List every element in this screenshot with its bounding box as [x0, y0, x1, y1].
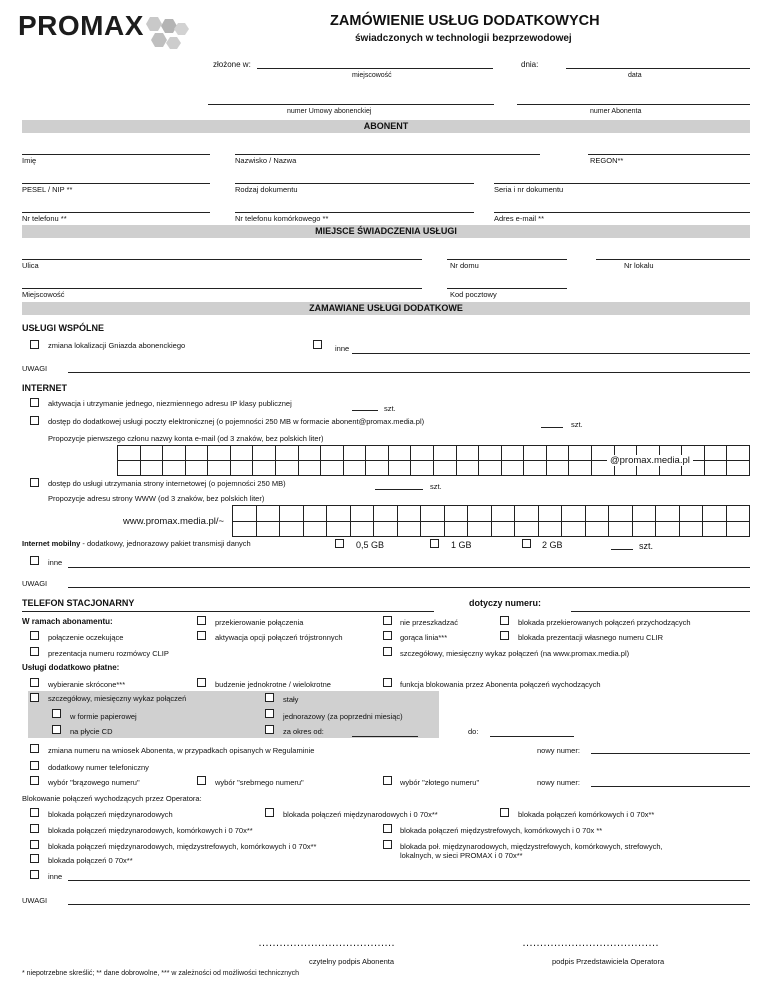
- pesel-label: PESEL / NIP **: [22, 185, 73, 194]
- char-cell[interactable]: [547, 446, 570, 461]
- date-field[interactable]: [566, 68, 750, 69]
- monthly-list-label: szczegółowy, miesięczny wykaz połączeń (na www.promax.media.pl): [400, 649, 630, 658]
- apartment-label: Nr lokalu: [624, 261, 654, 270]
- char-cell[interactable]: [304, 506, 328, 522]
- static-ip-pcs: szt.: [384, 404, 396, 413]
- pkg-1gb-checkbox[interactable]: [430, 539, 439, 548]
- bronze-checkbox[interactable]: [30, 776, 39, 785]
- char-cell[interactable]: [299, 446, 322, 461]
- www-prefix: www.promax.media.pl/~: [123, 516, 225, 527]
- char-cell[interactable]: [515, 506, 539, 522]
- new-number-label: nowy numer:: [537, 746, 580, 755]
- char-cell[interactable]: [705, 461, 728, 476]
- char-cell[interactable]: [609, 506, 633, 522]
- extra-line-label: dodatkowy numer telefoniczny: [48, 763, 149, 772]
- phone-field[interactable]: [22, 212, 210, 213]
- char-cell[interactable]: [492, 522, 516, 538]
- char-cell[interactable]: [163, 461, 186, 476]
- char-cell[interactable]: [727, 506, 751, 522]
- block-intl-mobile-checkbox[interactable]: [30, 824, 39, 833]
- conference-checkbox[interactable]: [197, 631, 206, 640]
- char-cell[interactable]: [327, 522, 351, 538]
- char-cell[interactable]: [186, 446, 209, 461]
- pkg-2gb-checkbox[interactable]: [522, 539, 531, 548]
- char-cell[interactable]: [562, 506, 586, 522]
- block-intl-mobile-label: blokada połączeń międzynarodowych, komórkowych i 0 70x**: [48, 826, 253, 835]
- block-all-label-1: blokada poł. międzynarodowych, międzystrefowych, komórkowych, strefowych,: [400, 842, 663, 851]
- char-cell[interactable]: [389, 446, 412, 461]
- block-intl-long-mobile-checkbox[interactable]: [30, 840, 39, 849]
- char-cell[interactable]: [479, 446, 502, 461]
- place-field[interactable]: [257, 68, 493, 69]
- ordered-section-bar: ZAMAWIANE USŁUGI DODATKOWE: [22, 302, 750, 315]
- char-cell[interactable]: [186, 461, 209, 476]
- char-cell[interactable]: [569, 446, 592, 461]
- internet-title: INTERNET: [22, 383, 67, 393]
- subscriber-block-label: funkcja blokowania przez Abonenta połączeń wychodzących: [400, 680, 601, 689]
- email-label: Adres e-mail **: [494, 214, 545, 223]
- block-mobile-070-label: blokada połączeń komórkowych i 0 70x**: [518, 810, 655, 819]
- char-cell[interactable]: [276, 461, 299, 476]
- permanent-label: stały: [283, 695, 299, 704]
- char-cell[interactable]: [411, 446, 434, 461]
- internet-notes-label: UWAGI: [22, 579, 48, 588]
- char-cell[interactable]: [502, 461, 525, 476]
- last-name-field[interactable]: [235, 154, 540, 155]
- www-qty-field[interactable]: [375, 489, 423, 490]
- forward-label: przekierowanie połączenia: [215, 618, 304, 627]
- char-cell[interactable]: [344, 461, 367, 476]
- city-field[interactable]: [22, 288, 422, 289]
- mobile-internet-label: [22, 539, 251, 548]
- internet-notes-field[interactable]: [68, 587, 750, 588]
- char-cell[interactable]: [253, 461, 276, 476]
- house-field[interactable]: [447, 259, 567, 260]
- block-070-checkbox[interactable]: [30, 854, 39, 863]
- city-label: Miejscowość: [22, 290, 65, 299]
- waiting-label: połączenie oczekujące: [48, 633, 124, 642]
- pkg-qty-field[interactable]: [611, 549, 633, 550]
- first-name-field[interactable]: [22, 154, 210, 155]
- char-cell[interactable]: [656, 506, 680, 522]
- char-cell[interactable]: [492, 506, 516, 522]
- char-cell[interactable]: [727, 446, 750, 461]
- last-name-label: Nazwisko / Nazwa: [235, 156, 297, 165]
- char-cell[interactable]: [434, 446, 457, 461]
- char-cell[interactable]: [398, 522, 422, 538]
- char-cell[interactable]: [304, 522, 328, 538]
- subscriber-signature-field[interactable]: …………………………………: [258, 937, 395, 949]
- phone-concerns-field-2[interactable]: [571, 611, 750, 612]
- phone-notes-field[interactable]: [68, 904, 750, 905]
- hotline-checkbox[interactable]: [383, 631, 392, 640]
- char-cell[interactable]: [374, 506, 398, 522]
- forward-checkbox[interactable]: [197, 616, 206, 625]
- common-other-checkbox[interactable]: [313, 340, 322, 349]
- char-cell[interactable]: [434, 461, 457, 476]
- block-intl-070-label: blokada połączeń międzynarodowych i 0 70x**: [283, 810, 438, 819]
- char-cell[interactable]: [445, 522, 469, 538]
- pkg-05gb-checkbox[interactable]: [335, 539, 344, 548]
- silver-label: wybór "srebrnego numeru": [215, 778, 304, 787]
- char-cell[interactable]: [233, 506, 257, 522]
- char-cell[interactable]: [280, 506, 304, 522]
- permanent-checkbox[interactable]: [265, 693, 274, 702]
- clir-label: blokada prezentacji własnego numeru CLIR: [518, 633, 664, 642]
- char-cell[interactable]: [280, 522, 304, 538]
- place-caption: miejscowość: [352, 72, 392, 79]
- block-forward-checkbox[interactable]: [500, 616, 509, 625]
- char-cell[interactable]: [457, 461, 480, 476]
- char-cell[interactable]: [208, 446, 231, 461]
- email-field[interactable]: [494, 212, 750, 213]
- char-cell[interactable]: [257, 506, 281, 522]
- paper-checkbox[interactable]: [52, 709, 61, 718]
- conference-label: aktywacja opcji połączeń trójstronnych: [215, 633, 343, 642]
- extra-line-checkbox[interactable]: [30, 761, 39, 770]
- street-label: Ulica: [22, 261, 39, 270]
- paper-label: w formie papierowej: [70, 712, 137, 721]
- new-number-field[interactable]: [591, 753, 750, 754]
- regon-field[interactable]: [588, 154, 750, 155]
- www-char-grid[interactable]: [232, 505, 750, 537]
- clip-label: prezentacja numeru rozmówcy CLIP: [48, 649, 169, 658]
- char-cell[interactable]: [208, 461, 231, 476]
- char-cell[interactable]: [257, 522, 281, 538]
- doc-type-label: Rodzaj dokumentu: [235, 185, 298, 194]
- char-cell[interactable]: [366, 461, 389, 476]
- char-cell[interactable]: [321, 461, 344, 476]
- char-cell[interactable]: [421, 506, 445, 522]
- char-cell[interactable]: [457, 446, 480, 461]
- gold-checkbox[interactable]: [383, 776, 392, 785]
- www-prompt: Propozycje adresu strony WWW (od 3 znaków, bez polskich liter): [48, 494, 265, 503]
- phone-title: TELEFON STACJONARNY: [22, 598, 135, 608]
- char-cell[interactable]: [479, 461, 502, 476]
- cd-checkbox[interactable]: [52, 725, 61, 734]
- house-label: Nr domu: [450, 261, 479, 270]
- apartment-field[interactable]: [596, 259, 750, 260]
- clip-checkbox[interactable]: [30, 647, 39, 656]
- block-all-label-2: lokalnych, w sieci PROMAX i 0 70x**: [400, 851, 523, 860]
- common-title: USŁUGI WSPÓLNE: [22, 323, 105, 333]
- static-ip-qty-field[interactable]: [352, 410, 378, 411]
- char-cell[interactable]: [569, 461, 592, 476]
- no-disturb-checkbox[interactable]: [383, 616, 392, 625]
- period-to-field[interactable]: [490, 736, 574, 737]
- char-cell[interactable]: [321, 446, 344, 461]
- hotline-label: gorąca linia***: [400, 633, 448, 642]
- relocation-label: zmiana lokalizacji Gniazda abonenckiego: [48, 341, 186, 350]
- char-cell[interactable]: [680, 522, 704, 538]
- www-label: dostęp do usługi utrzymania strony internetowej (o pojemności 250 MB): [48, 479, 286, 488]
- phone-concerns-label: dotyczy numeru:: [469, 598, 542, 608]
- char-cell[interactable]: [351, 522, 375, 538]
- period-checkbox[interactable]: [265, 725, 274, 734]
- block-intl-label: blokada połączeń międzynarodowych: [48, 810, 173, 819]
- char-cell[interactable]: [539, 506, 563, 522]
- block-070-label: blokada połączeń 0 70x**: [48, 856, 133, 865]
- char-cell[interactable]: [421, 522, 445, 538]
- postcode-label: Kod pocztowy: [450, 290, 497, 299]
- char-cell[interactable]: [539, 522, 563, 538]
- operator-signature-field[interactable]: …………………………………: [522, 937, 659, 949]
- char-cell[interactable]: [366, 446, 389, 461]
- common-other-field[interactable]: [352, 353, 750, 354]
- char-cell[interactable]: [524, 461, 547, 476]
- block-long-mobile-label: blokada połączeń międzystrefowych, komórkowych i 0 70x **: [400, 826, 603, 835]
- number-change-label: zmiana numeru na wniosek Abonenta, w przypadkach opisanych w Regulaminie: [48, 746, 315, 755]
- block-intl-long-mobile-label: blokada połączeń międzynarodowych, międzystrefowych, komórkowych i 0 70x**: [48, 842, 317, 851]
- contract-caption: numer Umowy abonenckiej: [287, 108, 372, 115]
- char-cell[interactable]: [586, 522, 610, 538]
- subscriber-signature-caption: czytelny podpis Abonenta: [309, 957, 395, 966]
- char-cell[interactable]: [299, 461, 322, 476]
- block-mobile-070-checkbox[interactable]: [500, 808, 509, 817]
- alarm-checkbox[interactable]: [197, 678, 206, 687]
- char-cell[interactable]: [118, 446, 141, 461]
- char-cell[interactable]: [344, 446, 367, 461]
- char-cell[interactable]: [231, 461, 254, 476]
- date-prefix: dnia:: [521, 60, 539, 69]
- pkg-05gb-label: 0,5 GB: [356, 540, 385, 550]
- common-other-label: inne: [335, 344, 350, 353]
- phone-other-checkbox[interactable]: [30, 870, 39, 879]
- mobile-internet-bold: Internet mobilny: [22, 539, 81, 548]
- char-cell[interactable]: [411, 461, 434, 476]
- mailbox-label: dostęp do dodatkowej usługi poczty elektronicznej (o pojemności 250 MB w formacie abonent@promax.media.pl): [48, 417, 425, 426]
- form-title: ZAMÓWIENIE USŁUG DODATKOWYCH: [330, 13, 600, 29]
- cd-label: na płycie CD: [70, 727, 113, 736]
- subscriber-number-caption: numer Abonenta: [590, 108, 642, 115]
- block-all-checkbox[interactable]: [383, 840, 392, 849]
- char-cell[interactable]: [253, 446, 276, 461]
- phone-notes-label: UWAGI: [22, 896, 48, 905]
- char-cell[interactable]: [705, 446, 728, 461]
- char-cell[interactable]: [398, 506, 422, 522]
- char-cell[interactable]: [703, 522, 727, 538]
- number-change-checkbox[interactable]: [30, 744, 39, 753]
- block-long-mobile-checkbox[interactable]: [383, 824, 392, 833]
- char-cell[interactable]: [703, 506, 727, 522]
- char-cell[interactable]: [562, 522, 586, 538]
- new-number-label-2: nowy numer:: [537, 778, 580, 787]
- static-ip-checkbox[interactable]: [30, 398, 39, 407]
- location-section-bar: MIEJSCE ŚWIADCZENIA USŁUGI: [22, 225, 750, 238]
- period-to-label: do:: [468, 727, 479, 736]
- common-notes-field[interactable]: [68, 372, 750, 373]
- gold-label: wybór "złotego numeru": [400, 778, 480, 787]
- postcode-field[interactable]: [447, 288, 567, 289]
- subscriber-block-checkbox[interactable]: [383, 678, 392, 687]
- internet-other-checkbox[interactable]: [30, 556, 39, 565]
- logo-text: PROMAX: [18, 10, 144, 41]
- date-caption: data: [628, 72, 642, 79]
- doc-series-label: Seria i nr dokumentu: [494, 185, 564, 194]
- char-cell[interactable]: [163, 446, 186, 461]
- char-cell[interactable]: [633, 522, 657, 538]
- detailed-list-checkbox[interactable]: [30, 693, 39, 702]
- email-prompt: Propozycje pierwszego członu nazwy konta e-mail (od 3 znaków, bez polskich liter): [48, 434, 324, 443]
- mailbox-pcs: szt.: [571, 420, 583, 429]
- silver-checkbox[interactable]: [197, 776, 206, 785]
- regon-label: REGON**: [590, 156, 624, 165]
- phone-other-label: inne: [48, 872, 63, 881]
- static-ip-label: aktywacja i utrzymanie jednego, niezmiennego adresu IP klasy publicznej: [48, 399, 292, 408]
- clir-checkbox[interactable]: [500, 631, 509, 640]
- placed-in-label: złożone w:: [213, 60, 251, 69]
- char-cell[interactable]: [586, 506, 610, 522]
- char-cell[interactable]: [680, 506, 704, 522]
- block-forward-label: blokada przekierowanych połączeń przychodzących: [518, 618, 691, 627]
- char-cell[interactable]: [502, 446, 525, 461]
- phone-label: Nr telefonu **: [22, 214, 67, 223]
- char-cell[interactable]: [547, 461, 570, 476]
- mailbox-checkbox[interactable]: [30, 416, 39, 425]
- char-cell[interactable]: [727, 522, 751, 538]
- paid-title: Usługi dodatkowo płatne:: [22, 663, 120, 672]
- block-intl-070-checkbox[interactable]: [265, 808, 274, 817]
- mobile-internet-rest: - dodatkowy, jednorazowy pakiet transmisji danych: [80, 539, 251, 548]
- relocation-checkbox[interactable]: [30, 340, 39, 349]
- char-cell[interactable]: [515, 522, 539, 538]
- internet-other-label: inne: [48, 558, 63, 567]
- char-cell[interactable]: [468, 522, 492, 538]
- pkg-1gb-label: 1 GB: [451, 540, 472, 550]
- monthly-list-checkbox[interactable]: [383, 647, 392, 656]
- speed-dial-label: wybieranie skrócone***: [48, 680, 126, 689]
- www-checkbox[interactable]: [30, 478, 39, 487]
- phone-concerns-field[interactable]: [22, 611, 434, 612]
- char-cell[interactable]: [656, 522, 680, 538]
- char-cell[interactable]: [609, 522, 633, 538]
- email-domain: @promax.media.pl: [607, 455, 693, 466]
- pkg-pcs: szt.: [639, 541, 654, 551]
- phone-other-field[interactable]: [68, 880, 750, 881]
- common-notes-label: UWAGI: [22, 364, 48, 373]
- logo-hexagons-icon: [140, 16, 192, 54]
- mailbox-qty-field[interactable]: [541, 427, 563, 428]
- new-number-field-2[interactable]: [591, 786, 750, 787]
- footnote: * niepotrzebne skreślić; ** dane dobrowolne, *** w zależności od możliwości technicznych: [22, 970, 300, 977]
- char-cell[interactable]: [231, 446, 254, 461]
- char-cell[interactable]: [389, 461, 412, 476]
- www-pcs: szt.: [430, 482, 442, 491]
- speed-dial-checkbox[interactable]: [30, 678, 39, 687]
- doc-type-field[interactable]: [235, 183, 474, 184]
- char-cell[interactable]: [468, 506, 492, 522]
- char-cell[interactable]: [445, 506, 469, 522]
- char-cell[interactable]: [351, 506, 375, 522]
- period-from-field[interactable]: [352, 736, 418, 737]
- char-cell[interactable]: [276, 446, 299, 461]
- operator-block-title: Blokowanie połączeń wychodzących przez Operatora:: [22, 794, 202, 803]
- char-cell[interactable]: [633, 506, 657, 522]
- subscriber-section-bar: ABONENT: [22, 120, 750, 133]
- first-name-label: Imię: [22, 156, 37, 165]
- period-label: za okres od:: [283, 727, 324, 736]
- char-cell[interactable]: [524, 446, 547, 461]
- subscriber-number-field[interactable]: [517, 104, 750, 105]
- char-cell[interactable]: [374, 522, 398, 538]
- char-cell[interactable]: [141, 461, 164, 476]
- operator-signature-caption: podpis Przedstawiciela Operatora: [552, 957, 665, 966]
- doc-series-field[interactable]: [494, 183, 750, 184]
- no-disturb-label: nie przeszkadzać: [400, 618, 458, 627]
- waiting-checkbox[interactable]: [30, 631, 39, 640]
- mobile-field[interactable]: [235, 212, 474, 213]
- form-subtitle: świadczonych w technologii bezprzewodowej: [355, 33, 572, 44]
- char-cell[interactable]: [233, 522, 257, 538]
- char-cell[interactable]: [118, 461, 141, 476]
- alarm-label: budzenie jednokrotne / wielokrotne: [215, 680, 331, 689]
- pesel-field[interactable]: [22, 183, 210, 184]
- detailed-list-label: szczegółowy, miesięczny wykaz połączeń: [48, 694, 187, 703]
- block-intl-checkbox[interactable]: [30, 808, 39, 817]
- once-label: jednorazowy (za poprzedni miesiąc): [283, 712, 403, 721]
- char-cell[interactable]: [727, 461, 750, 476]
- contract-field[interactable]: [208, 104, 494, 105]
- bronze-label: wybór "brązowego numeru": [48, 778, 140, 787]
- in-subscription-title: W ramach abonamentu:: [22, 617, 113, 626]
- once-checkbox[interactable]: [265, 709, 274, 718]
- char-cell[interactable]: [141, 446, 164, 461]
- mobile-label: Nr telefonu komórkowego **: [235, 214, 329, 223]
- street-field[interactable]: [22, 259, 422, 260]
- char-cell[interactable]: [327, 506, 351, 522]
- internet-other-field[interactable]: [68, 567, 750, 568]
- pkg-2gb-label: 2 GB: [542, 540, 563, 550]
